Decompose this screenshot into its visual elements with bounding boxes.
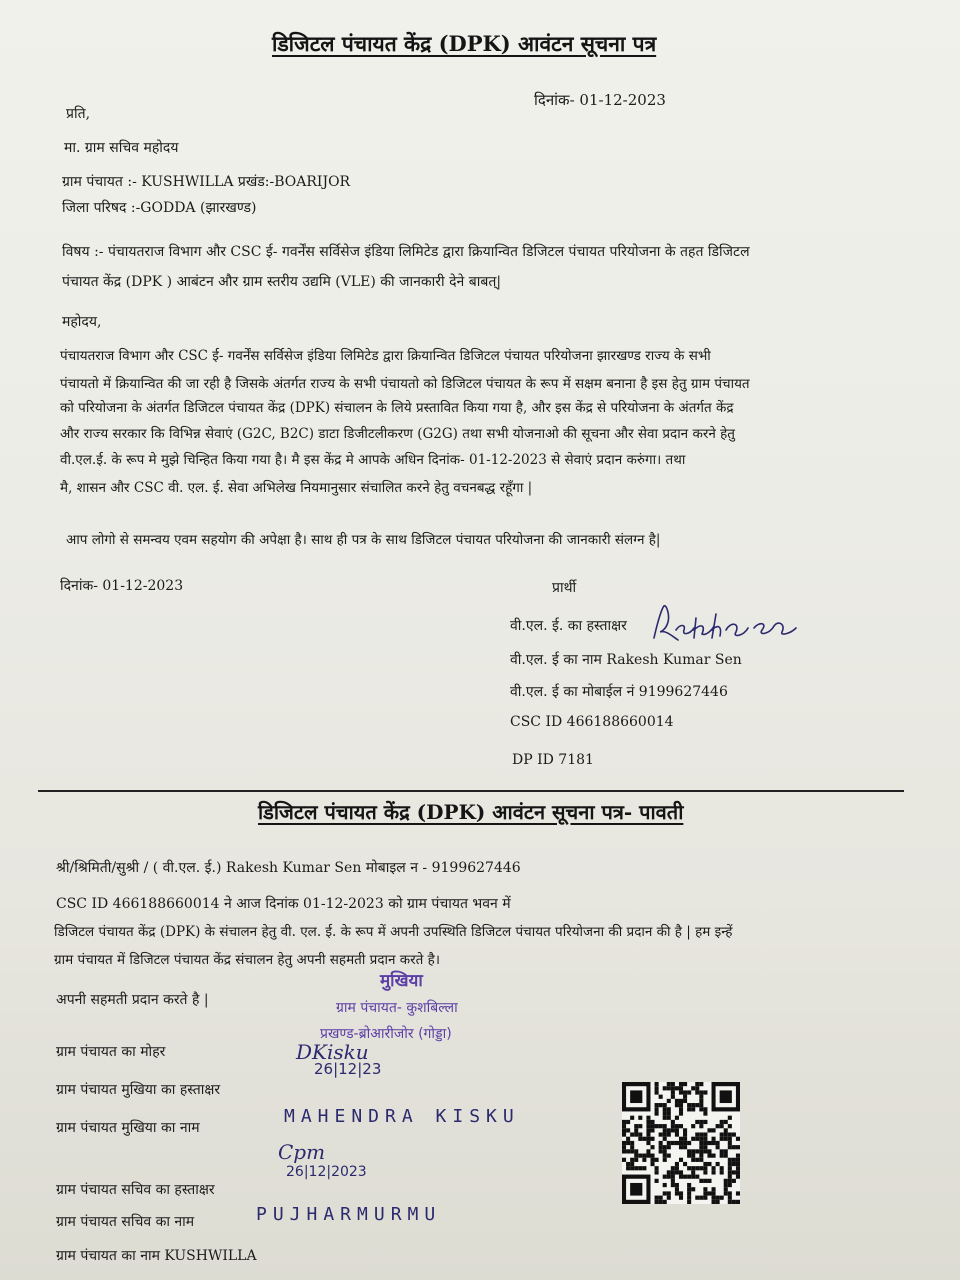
vle-signature-label: वी.एल. ई. का हस्ताक्षर	[510, 618, 627, 634]
qr-code	[622, 1082, 740, 1204]
panchayat-name-line: ग्राम पंचायत का नाम KUSHWILLA	[56, 1248, 257, 1264]
stamp-line-1: ग्राम पंचायत- कुशबिल्ला	[336, 1000, 458, 1016]
secretary-sign-date: 26|12|2023	[286, 1164, 367, 1180]
seal-label: ग्राम पंचायत का मोहर	[56, 1044, 166, 1060]
secretary-name-handwritten: PUJHARMURMU	[256, 1204, 442, 1225]
mukhiya-signature: DKisku	[296, 1040, 369, 1064]
district-line: जिला परिषद :-GODDA (झारखण्ड)	[62, 200, 257, 216]
closing-line: आप लोगो से समन्वय एवम सहयोग की अपेक्षा है। साथ ही पत्र के साथ डिजिटल पंचायत परियोजना की जानकारी संलग्न है|	[66, 532, 661, 548]
mukhiya-sign-label: ग्राम पंचायत मुखिया का हस्ताक्षर	[56, 1082, 221, 1098]
secretary-name-label: ग्राम पंचायत सचिव का नाम	[56, 1214, 195, 1230]
body-line-4: और राज्य सरकार कि विभिन्न सेवाएं (G2C, B2C) डाटा डिजीटलीकरण (G2G) तथा सभी योजनाओ की सूचना और सेवा प्रदान करने हेतु	[60, 426, 736, 442]
vle-mobile-line: वी.एल. ई का मोबाईल नं 9199627446	[510, 684, 728, 700]
body-line-5: वी.एल.ई. के रूप मे मुझे चिन्हित किया गया है। मै इस केंद्र मे आपके अधिन दिनांक- 01-12-2023 से सेवाएं प्रदान करुंगा। तथा	[60, 452, 686, 468]
dp-id-line: DP ID 7181	[512, 752, 594, 768]
receipt-line-4: ग्राम पंचायत में डिजिटल पंचायत केंद्र संचालन हेतु अपनी सहमती प्रदान करते है।	[54, 952, 440, 968]
mukhiya-name-label: ग्राम पंचायत मुखिया का नाम	[56, 1120, 200, 1136]
stamp-title: मुखिया	[380, 971, 423, 991]
secretary-sign-label: ग्राम पंचायत सचिव का हस्ताक्षर	[56, 1182, 215, 1198]
subject-line-1: विषय :- पंचायतराज विभाग और CSC ई- गवर्नेंस सर्विसेज इंडिया लिमिटेड द्वारा क्रियान्वित डिजिटल पंचायत परियोजना के तहत डिजिटल	[62, 244, 750, 260]
vle-signature-graphic	[650, 600, 800, 646]
to-label: प्रति,	[66, 106, 91, 122]
letter-title: डिजिटल पंचायत केंद्र (DPK) आवंटन सूचना पत्र	[272, 31, 657, 56]
receipt-line-5: अपनी सहमती प्रदान करते है |	[56, 992, 209, 1008]
vle-signature	[650, 600, 800, 646]
footer-date: दिनांक- 01-12-2023	[60, 578, 184, 594]
qr-code-graphic	[622, 1082, 740, 1204]
receipt-title: डिजिटल पंचायत केंद्र (DPK) आवंटन सूचना पत्र- पावती	[258, 800, 684, 824]
mukhiya-name-handwritten: MAHENDRA KISKU	[284, 1106, 520, 1127]
body-line-2: पंचायतो में क्रियान्वित की जा रही है जिसके अंतर्गत राज्य के सभी पंचायतो को डिजिटल पंचायत के रूप में सक्षम बनाना है इस हेतु ग्राम पंचायत	[60, 376, 750, 392]
salutation: महोदय,	[62, 314, 102, 330]
body-line-3: को परियोजना के अंतर्गत डिजिटल पंचायत केंद्र (DPK) संचालन के लिये प्रस्तावित किया गया है, और इस केंद्र से परियोजना के अंतर्गत केंद्र	[60, 400, 734, 416]
section-divider	[38, 790, 904, 792]
mukhiya-sign-date: 26|12|23	[314, 1060, 382, 1078]
applicant-label: प्रार्थी	[552, 580, 577, 596]
receipt-line-1: श्री/श्रिमिती/सुश्री / ( वी.एल. ई.) Rakesh Kumar Sen मोबाइल न - 9199627446	[56, 860, 521, 876]
body-line-1: पंचायतराज विभाग और CSC ई- गवर्नेंस सर्विसेज इंडिया लिमिटेड द्वारा क्रियान्वित डिजिटल पंचायत परियोजना झारखण्ड राज्य के सभी	[60, 348, 711, 364]
subject-line-2: पंचायत केंद्र (DPK ) आबंटन और ग्राम स्तरीय उद्यमि (VLE) की जानकारी देने बाबत्|	[62, 274, 502, 290]
csc-id-line: CSC ID 466188660014	[510, 714, 674, 730]
vle-name-line: वी.एल. ई का नाम Rakesh Kumar Sen	[510, 652, 742, 668]
stamp-line-2: प्रखण्ड-ब्रोआरीजोर (गोड्डा)	[320, 1026, 452, 1042]
letter-date: दिनांक- 01-12-2023	[534, 91, 666, 109]
secretary-signature: Cpm	[278, 1140, 326, 1164]
body-line-6: मै, शासन और CSC वी. एल. ई. सेवा अभिलेख नियमानुसार संचालित करने हेतु वचनबद्ध रहूँगा |	[60, 480, 533, 496]
panchayat-line: ग्राम पंचायत :- KUSHWILLA प्रखंड:-BOARIJOR	[62, 174, 351, 190]
receipt-line-2: CSC ID 466188660014 ने आज दिनांक 01-12-2023 को ग्राम पंचायत भवन में	[56, 896, 511, 912]
recipient-line: मा. ग्राम सचिव महोदय	[64, 140, 179, 156]
receipt-line-3: डिजिटल पंचायत केंद्र (DPK) के संचालन हेतु वी. एल. ई. के रूप में अपनी उपस्थिति डिजिटल पंचायत परियोजना की प्रदान की है | हम इन्हें	[54, 924, 733, 940]
